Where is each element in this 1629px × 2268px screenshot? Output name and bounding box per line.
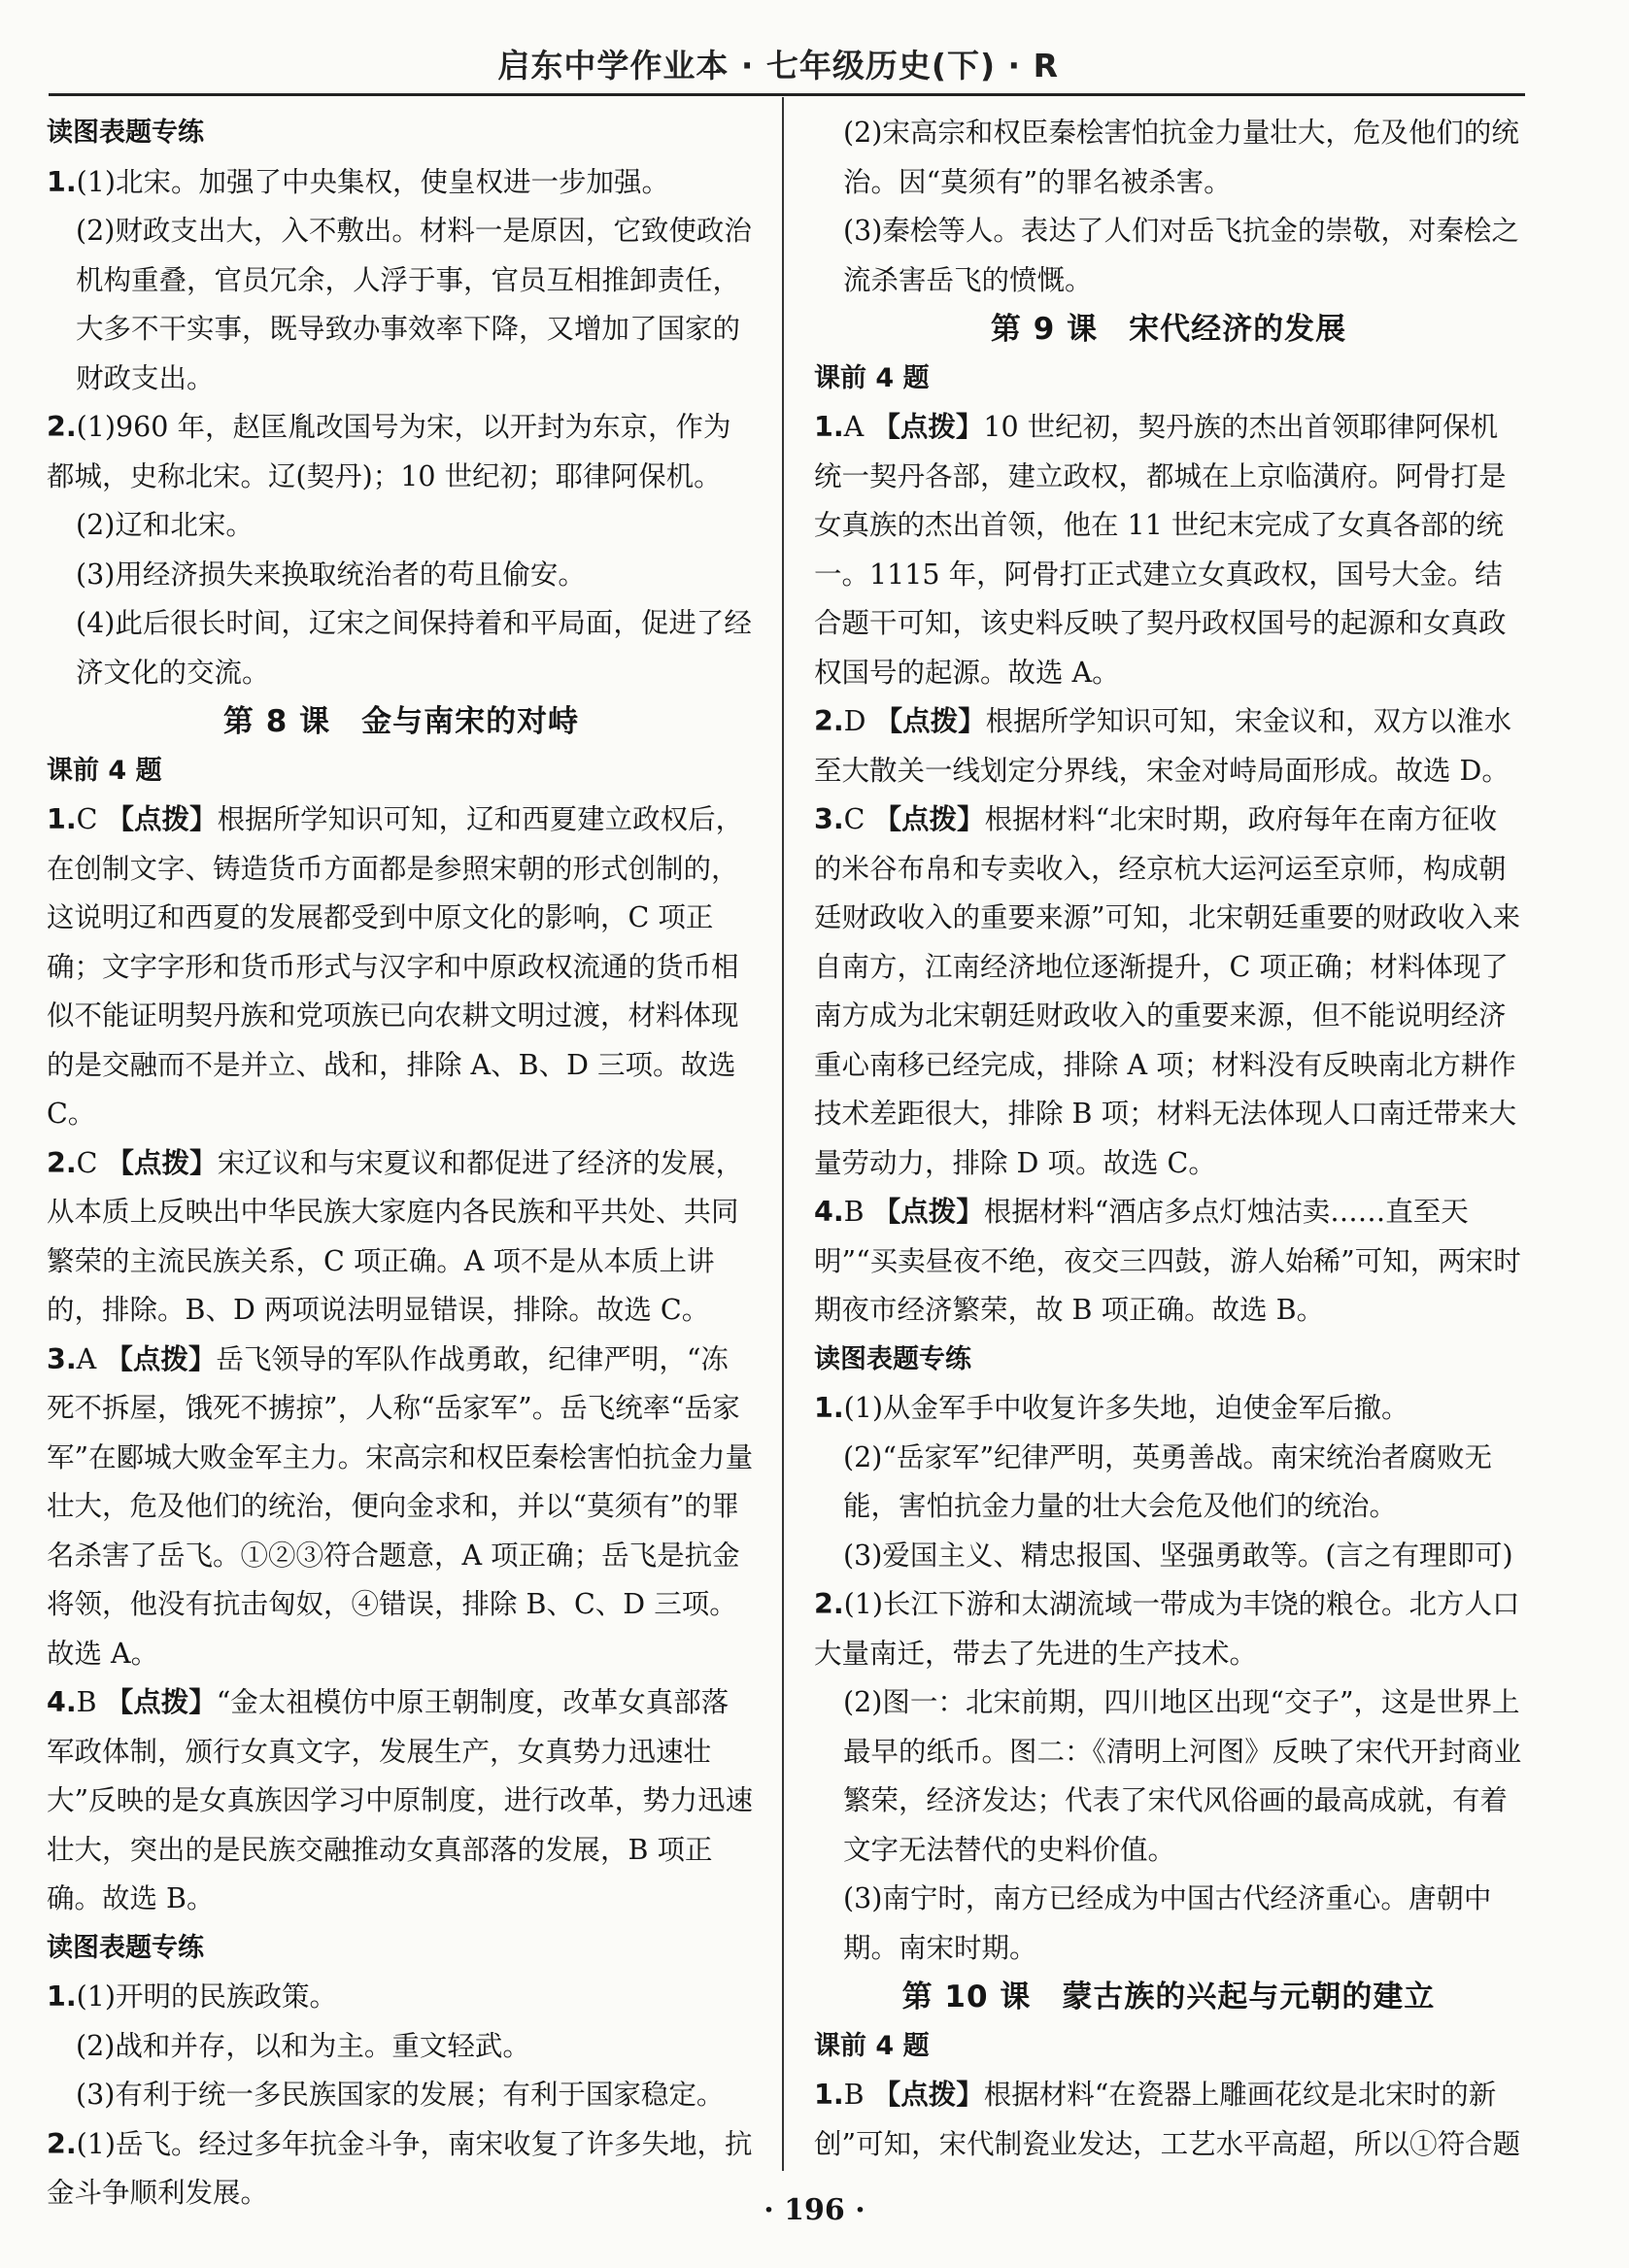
answer-subpart: (2)图一：北宋前期，四川地区出现“交子”，这是世界上最早的纸币。图二：《清明上河图》反映了宋代开封商业繁荣，经济发达；代表了宋代风俗画的最高成就，有着文字无法替代的史料价值。 (843, 1686, 1522, 1866)
answer-text: C 【点拨】宋辽议和与宋夏议和都促进了经济的发展，从本质上反映出中华民族大家庭内各民族和平共处、共同繁荣的主流民族关系，C 项正确。A 项不是从本质上讲的，排除。B、D 两项说法明显错误，排除。故选 C。 (47, 1146, 744, 1326)
item-number: 2. (47, 2127, 77, 2160)
item-number: 3. (814, 803, 844, 835)
answer-text: A 【点拨】10 世纪初，契丹族的杰出首领耶律阿保机统一契丹各部，建立政权，都城在上京临潢府。阿骨打是女真族的杰出首领，他在 11 世纪末完成了女真各部的统一。1115 年，阿骨打正式建立女真政权，国号大金。结合题干可知，该史料反映了契丹政权国号的起源和女真政权国号的起源。故选 A。 (814, 411, 1507, 689)
answer-item (47, 1139, 756, 1336)
answer-text: D 【点拨】根据所学知识可知，宋金议和，双方以淮水至大散关一线划定分界线，宋金对峙局面形成。故选 D。 (814, 705, 1512, 787)
section-title: 课前 4 题 (814, 362, 930, 393)
answer-subpart: (3)南宁时，南方已经成为中国古代经济重心。唐朝中期。南宋时期。 (843, 1882, 1492, 1964)
answer-item (814, 403, 1523, 697)
item-number: 1. (47, 803, 77, 835)
answer-item (47, 403, 756, 501)
hint-tag: 【点拨】 (872, 1196, 984, 1228)
answer-item (47, 1973, 756, 2022)
answer-subpart: (2)“岳家军”纪律严明，英勇善战。南宋统治者腐败无能，害怕抗金力量的壮大会危及他们的统治。 (843, 1440, 1493, 1522)
header-title: 启东中学作业本 · 七年级历史(下) · R (497, 47, 1059, 85)
answer-text: C 【点拨】根据材料“北宋时期，政府每年在南方征收的米谷布帛和专卖收入，经京杭大运河运至京师，构成朝廷财政收入的重要来源”可知，北宋朝廷重要的财政收入来自南方，江南经济地位逐渐提升，C 项正确；材料体现了南方成为北宋朝廷财政收入的重要来源，但不能说明经济重心南移已经完成，排除 A 项；材料没有反映南北方耕作技术差距很大，排除 B 项；材料无法体现人口南迁带来大量劳动力，排除 D 项。故选 C。 (814, 803, 1521, 1179)
item-number: 3. (47, 1342, 77, 1375)
answer-subpart: (3)用经济损失来换取统治者的苟且偷安。 (76, 558, 586, 591)
answer-subpart: (3)秦桧等人。表达了人们对岳飞抗金的崇敬，对秦桧之流杀害岳飞的愤慨。 (843, 215, 1519, 296)
hint-tag: 【点拨】 (873, 803, 985, 835)
hint-tag: 【点拨】 (105, 1686, 217, 1718)
answer-text: (1)北宋。加强了中央集权，使皇权进一步加强。 (76, 165, 670, 198)
answer-item (47, 795, 756, 1139)
answer-text: (1)960 年，赵匡胤改国号为宋，以开封为东京，作为都城，史称北宋。辽(契丹)；10 世纪初；耶律阿保机。 (47, 411, 731, 492)
answer-item (814, 1580, 1523, 1678)
item-number: 2. (47, 411, 77, 443)
section-title: 读图表题专练 (814, 1343, 971, 1374)
section-title: 课前 4 题 (47, 755, 162, 786)
answer-text: (1)开明的民族政策。 (76, 1980, 338, 2013)
answer-text: B 【点拨】根据材料“在瓷器上雕画花纹是北宋时的新创”可知，宋代制瓷业发达，工艺水平高超，所以①符合题 (814, 2079, 1521, 2160)
hint-tag: 【点拨】 (872, 2079, 984, 2111)
answer-subpart: (3)爱国主义、精忠报国、坚强勇敢等。(言之有理即可) (843, 1539, 1513, 1572)
item-number: 4. (47, 1686, 77, 1718)
answer-text: A 【点拨】岳飞领导的军队作战勇敢，纪律严明，“冻死不拆屋，饿死不掳掠”，人称“岳家军”。岳飞统率“岳家军”在郾城大败金军主力。宋高宗和权臣秦桧害怕抗金力量壮大，危及他们的统治，便向金求和，并以“莫须有”的罪名杀害了岳飞。①②③符合题意，A 项正确；岳飞是抗金将领，他没有抗击匈奴，④错误，排除 B、C、D 三项。故选 A。 (47, 1342, 754, 1670)
hint-tag: 【点拨】 (105, 1342, 217, 1375)
item-number: 2. (814, 1588, 844, 1620)
answer-item (814, 697, 1523, 795)
answer-item (47, 1336, 756, 1679)
right-column (814, 109, 1523, 2169)
item-number: 1. (47, 1980, 77, 2013)
item-number: 1. (814, 2079, 844, 2111)
answer-subpart: (2)战和并存，以和为主。重文轻武。 (76, 2029, 530, 2062)
answer-subpart: (2)财政支出大，入不敷出。材料一是原因，它致使政治机构重叠，官员冗余，人浮于事，官员互相推卸责任，大多不干实事，既导致办事效率下降，又增加了国家的财政支出。 (76, 215, 752, 394)
item-number: 2. (814, 705, 844, 737)
answer-subpart: (4)此后很长时间，辽宋之间保持着和平局面，促进了经济文化的交流。 (76, 607, 752, 689)
item-number: 1. (814, 411, 844, 443)
answer-text: (1)从金军手中收复许多失地，迫使金军后撤。 (843, 1392, 1409, 1424)
hint-tag: 【点拨】 (106, 1146, 218, 1179)
column-divider (782, 97, 784, 2171)
item-number: 1. (47, 165, 77, 198)
answer-item (814, 1384, 1523, 1434)
item-number: 1. (814, 1392, 844, 1424)
answer-item (47, 158, 756, 208)
hint-tag: 【点拨】 (874, 705, 986, 737)
left-column (47, 109, 756, 2218)
page-header (49, 35, 1525, 96)
answer-item (47, 1678, 756, 1924)
answer-text: (1)岳飞。经过多年抗金斗争，南宋收复了许多失地，抗金斗争顺利发展。 (47, 2127, 753, 2209)
lesson-title: 第 10 课 蒙古族的兴起与元朝的建立 (901, 1980, 1436, 2014)
answer-text: (1)长江下游和太湖流域一带成为丰饶的粮仓。北方人口大量南迁，带去了先进的生产技术。 (814, 1588, 1520, 1670)
lesson-title: 第 9 课 宋代经济的发展 (990, 312, 1347, 347)
answer-text: B 【点拨】“金太祖模仿中原王朝制度，改革女真部落军政体制，颁行女真文字，发展生产，女真势力迅速壮大”反映的是女真族因学习中原制度，进行改革，势力迅速壮大，突出的是民族交融推动女真部落的发展，B 项正确。故选 B。 (47, 1686, 754, 1914)
answer-text: B 【点拨】根据材料“酒店多点灯烛沽卖……直至天明”“买卖昼夜不绝，夜交三四鼓，游人始稀”可知，两宋时期夜市经济繁荣，故 B 项正确。故选 B。 (814, 1196, 1521, 1326)
answer-text: C 【点拨】根据所学知识可知，辽和西夏建立政权后，在创制文字、铸造货币方面都是参照宋朝的形式创制的，这说明辽和西夏的发展都受到中原文化的影响，C 项正确；文字字形和货币形式与汉字和中原政权流通的货币相似不能证明契丹族和党项族已向农耕文明过渡，材料体现的是交融而不是并立、战和，排除 A、B、D 三项。故选 C。 (47, 803, 744, 1130)
hint-tag: 【点拨】 (872, 411, 984, 443)
item-number: 4. (814, 1196, 844, 1228)
section-title: 读图表题专练 (47, 118, 204, 148)
hint-tag: 【点拨】 (106, 803, 218, 835)
section-title: 读图表题专练 (47, 1932, 204, 1963)
answer-item (814, 2071, 1523, 2169)
lesson-title: 第 8 课 金与南宋的对峙 (222, 704, 580, 739)
page-number: · 196 · (764, 2193, 865, 2227)
answer-subpart: (2)辽和北宋。 (76, 509, 254, 541)
item-number: 2. (47, 1146, 77, 1179)
section-title: 课前 4 题 (814, 2030, 930, 2061)
answer-item (814, 1188, 1523, 1336)
answer-subpart: (2)宋高宗和权臣秦桧害怕抗金力量壮大，危及他们的统治。因“莫须有”的罪名被杀害。 (843, 117, 1519, 198)
answer-item (814, 795, 1523, 1188)
answer-subpart: (3)有利于统一多民族国家的发展；有利于国家稳定。 (76, 2079, 725, 2111)
